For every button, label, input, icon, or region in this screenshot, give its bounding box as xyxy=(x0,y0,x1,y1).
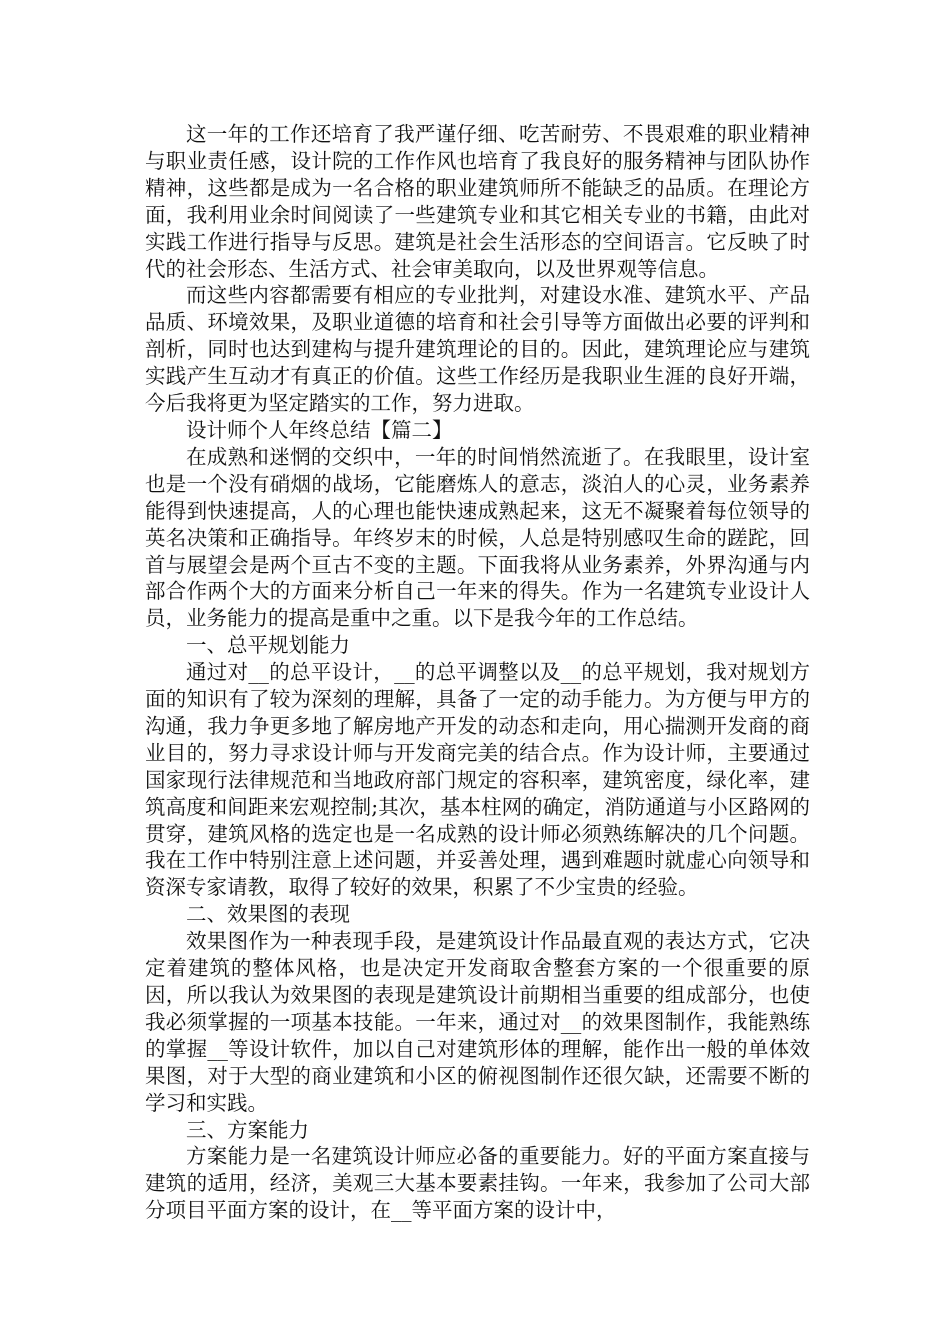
heading-rendering: 二、效果图的表现 xyxy=(186,902,350,927)
paragraph-master-planning: 通过对__的总平设计，__的总平调整以及__的总平规划，我对规划方面的知识有了较为深刻的理解，具备了一定的动手能力。为方便与甲方的沟通，我力争更多地了解房地产开发的动态和走向，用心揣测开发商的商业目的，努力寻求设计师与开发商完美的结合点。作为设计师，主要通过国家现行法律规范和当地政府部门规定的容积率，建筑密度，绿化率，建筑高度和间距来宏观控制;其次，基本柱网的确定，消防通道与小区路网的贯穿，建筑风格的选定也是一名成熟的设计师必须熟练解决的几个问题。我在工作中特别注意上述问题，并妥善处理，遇到难题时就虚心向领导和资深专家请教，取得了较好的效果，积累了不少宝贵的经验。 xyxy=(145,660,810,900)
heading-scheme-ability: 三、方案能力 xyxy=(186,1117,309,1142)
section-title-part-two: 设计师个人年终总结【篇二】 xyxy=(186,417,453,442)
heading-master-planning: 一、总平规划能力 xyxy=(186,633,350,658)
document-body xyxy=(145,121,810,1224)
paragraph-year-review: 在成熟和迷惘的交织中，一年的时间悄然流逝了。在我眼里，设计室也是一个没有硝烟的战场，它能磨炼人的意志，淡泊人的心灵，业务素养能得到快速提高，人的心理也能快速成熟起来，这无不凝聚着每位领导的英名决策和正确指导。年终岁末的时候，人总是特别感叹生命的蹉跎，回首与展望会是两个亘古不变的主题。下面我将从业务素养，外界沟通与内部合作两个大的方面来分析自己一年来的得失。作为一名建筑专业设计人员，业务能力的提高是重中之重。以下是我今年的工作总结。 xyxy=(145,444,810,631)
paragraph-architecture-theory: 而这些内容都需要有相应的专业批判，对建设水准、建筑水平、产品品质、环境效果，及职业道德的培育和社会引导等方面做出必要的评判和剖析，同时也达到建构与提升建筑理论的目的。因此，建筑理论应与建筑实践产生互动才有真正的价值。这些工作经历是我职业生涯的良好开端，今后我将更为坚定踏实的工作，努力进取。 xyxy=(145,283,810,416)
paragraph-rendering: 效果图作为一种表现手段，是建筑设计作品最直观的表达方式，它决定着建筑的整体风格，也是决定开发商取舍整套方案的一个很重要的原因，所以我认为效果图的表现是建筑设计前期相当重要的组成部分，也使我必须掌握的一项基本技能。一年来，通过对__的效果图制作，我能熟练的掌握__等设计软件，加以自己对建筑形体的理解，能作出一般的单体效果图，对于大型的商业建筑和小区的俯视图制作还很欠缺，还需要不断的学习和实践。 xyxy=(145,929,810,1115)
paragraph-scheme-ability: 方案能力是一名建筑设计师应必备的重要能力。好的平面方案直接与建筑的适用，经济，美观三大基本要素挂钩。一年来，我参加了公司大部分项目平面方案的设计，在__等平面方案的设计中， xyxy=(145,1144,810,1223)
paragraph-work-spirit: 这一年的工作还培育了我严谨仔细、吃苦耐劳、不畏艰难的职业精神与职业责任感，设计院的工作作风也培育了我良好的服务精神与团队协作精神，这些都是成为一名合格的职业建筑师所不能缺乏的品质。在理论方面，我利用业余时间阅读了一些建筑专业和其它相关专业的书籍，由此对实践工作进行指导与反思。建筑是社会生活形态的空间语言。它反映了时代的社会形态、生活方式、社会审美取向，以及世界观等信息。 xyxy=(145,122,810,281)
